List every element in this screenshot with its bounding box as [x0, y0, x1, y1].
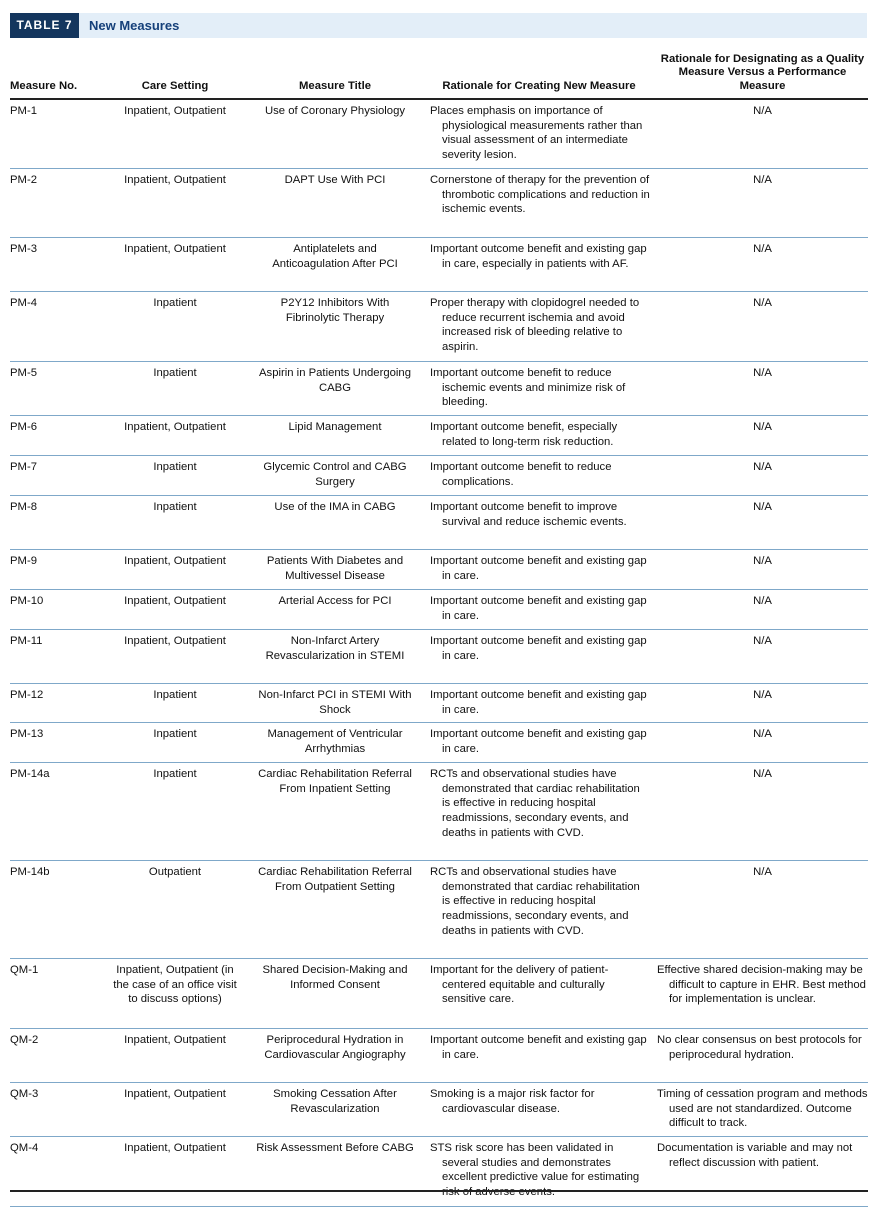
cell-measure-no: PM-11 — [10, 635, 43, 647]
cell-rationale-new — [430, 242, 650, 271]
rationale-new-text: Important outcome benefit and existing gap in care. — [430, 728, 647, 755]
cell-measure-title: Shared Decision-Making and Informed Consent — [262, 964, 408, 991]
designation-text: N/A — [753, 367, 772, 379]
cell-rationale-designating — [657, 1033, 868, 1062]
table-row — [10, 861, 868, 959]
cell-care-setting: Inpatient — [153, 728, 197, 740]
cell-rationale-new — [430, 554, 650, 583]
table-row — [10, 416, 868, 456]
rationale-new-text: Important outcome benefit and existing gap in care. — [430, 689, 647, 716]
designation-text: No clear consensus on best protocols for periprocedural hydration. — [657, 1034, 862, 1061]
table-row — [10, 630, 868, 684]
cell-rationale-designating — [657, 688, 868, 703]
table-row — [10, 100, 868, 169]
cell-measure-title: Cardiac Rehabilitation Referral From Inpatient Setting — [258, 768, 412, 795]
rationale-new-text: Important outcome benefit and existing gap in care, especially in patients with AF. — [430, 243, 647, 270]
cell-rationale-new — [430, 963, 650, 1007]
cell-rationale-designating — [657, 554, 868, 569]
cell-rationale-new — [430, 1033, 650, 1062]
header-rationale-new: Rationale for Creating New Measure — [442, 79, 636, 92]
header-rationale-designating: Rationale for Designating as a Quality Measure Versus a Performance Measure — [660, 53, 865, 92]
cell-measure-no: PM-7 — [10, 461, 37, 473]
table-row — [10, 684, 868, 723]
table-row — [10, 1083, 868, 1137]
cell-care-setting: Inpatient, Outpatient — [124, 1088, 226, 1100]
table-bottom-rule — [10, 1190, 868, 1192]
cell-care-setting: Inpatient, Outpatient — [124, 555, 226, 567]
cell-measure-title: Cardiac Rehabilitation Referral From Outpatient Setting — [258, 866, 412, 893]
table-row — [10, 763, 868, 861]
cell-rationale-designating — [657, 420, 868, 435]
cell-rationale-new — [430, 727, 650, 756]
cell-measure-no: PM-12 — [10, 689, 44, 701]
rationale-new-text: RCTs and observational studies have demonstrated that cardiac rehabilitation is effective in reducing hospital readmissions, secondary events, and deaths in patients with CVD. — [430, 768, 640, 839]
table-header — [10, 48, 868, 100]
cell-measure-title: P2Y12 Inhibitors With Fibrinolytic Therapy — [280, 297, 390, 324]
cell-rationale-new — [430, 634, 650, 663]
header-measure-no: Measure No. — [10, 79, 78, 92]
cell-measure-no: PM-3 — [10, 243, 37, 255]
cell-measure-no: PM-6 — [10, 421, 37, 433]
cell-measure-no: QM-4 — [10, 1142, 39, 1154]
cell-rationale-designating — [657, 500, 868, 515]
cell-rationale-designating — [657, 1141, 868, 1170]
cell-care-setting: Inpatient, Outpatient — [124, 243, 226, 255]
cell-measure-no: QM-3 — [10, 1088, 39, 1100]
designation-text: N/A — [753, 768, 772, 780]
cell-measure-title: Patients With Diabetes and Multivessel Disease — [266, 555, 404, 582]
designation-text: N/A — [753, 243, 772, 255]
cell-care-setting: Inpatient, Outpatient (in the case of an office visit to discuss options) — [113, 964, 237, 1006]
cell-rationale-designating — [657, 767, 868, 782]
rationale-new-text: Important outcome benefit and existing gap in care. — [430, 595, 647, 622]
cell-measure-title: Lipid Management — [288, 421, 382, 433]
cell-measure-no: PM-14b — [10, 866, 50, 878]
cell-measure-no: QM-1 — [10, 964, 39, 976]
cell-measure-title: Use of Coronary Physiology — [264, 105, 406, 117]
rationale-new-text: Important for the delivery of patient-centered equitable and culturally sensitive care. — [430, 964, 609, 1006]
cell-rationale-designating — [657, 865, 868, 880]
table-row — [10, 456, 868, 496]
cell-rationale-designating — [657, 963, 868, 1007]
designation-text: N/A — [753, 555, 772, 567]
designation-text: Effective shared decision-making may be difficult to capture in EHR. Best method for implementation is unclear. — [657, 964, 866, 1006]
table-number-tag: TABLE 7 — [10, 13, 79, 38]
cell-rationale-designating — [657, 1087, 868, 1131]
rationale-new-text: Cornerstone of therapy for the prevention of thrombotic complications and reduction in ischemic events. — [430, 174, 650, 216]
table-title: New Measures — [89, 18, 180, 33]
cell-rationale-new — [430, 366, 650, 410]
table-row — [10, 362, 868, 416]
cell-rationale-new — [430, 420, 650, 449]
designation-text: N/A — [753, 866, 772, 878]
cell-rationale-new — [430, 1087, 650, 1116]
designation-text: N/A — [753, 501, 772, 513]
cell-care-setting: Inpatient, Outpatient — [124, 635, 226, 647]
cell-care-setting: Inpatient — [153, 461, 197, 473]
rationale-new-text: Proper therapy with clopidogrel needed to reduce recurrent ischemia and avoid increased risk of bleeding relative to aspirin. — [430, 297, 640, 354]
designation-text: Timing of cessation program and methods used are not standardized. Outcome difficult to track. — [657, 1088, 868, 1130]
rationale-new-text: Smoking is a major risk factor for cardiovascular disease. — [430, 1088, 595, 1115]
cell-measure-no: PM-13 — [10, 728, 44, 740]
rationale-new-text: Important outcome benefit and existing gap in care. — [430, 555, 647, 582]
cell-care-setting: Inpatient, Outpatient — [124, 421, 226, 433]
header-care-setting: Care Setting — [141, 79, 209, 92]
cell-measure-title: Use of the IMA in CABG — [274, 501, 396, 513]
designation-text: N/A — [753, 174, 772, 186]
cell-rationale-designating — [657, 634, 868, 649]
cell-care-setting: Outpatient — [148, 866, 202, 878]
header-measure-title: Measure Title — [299, 79, 371, 92]
cell-measure-title: Arterial Access for PCI — [278, 595, 392, 607]
cell-care-setting: Inpatient, Outpatient — [124, 595, 226, 607]
cell-measure-no: PM-5 — [10, 367, 37, 379]
cell-care-setting: Inpatient, Outpatient — [124, 105, 226, 117]
cell-rationale-designating — [657, 594, 868, 609]
cell-measure-title: Glycemic Control and CABG Surgery — [263, 461, 407, 488]
table-row — [10, 959, 868, 1029]
cell-measure-title: Non-Infarct PCI in STEMI With Shock — [258, 689, 412, 716]
table-row — [10, 169, 868, 238]
cell-rationale-new — [430, 594, 650, 623]
cell-measure-title: Non-Infarct Artery Revascularization in STEMI — [265, 635, 405, 662]
cell-care-setting: Inpatient, Outpatient — [124, 1142, 226, 1154]
designation-text: N/A — [753, 728, 772, 740]
designation-text: N/A — [753, 635, 772, 647]
cell-rationale-new — [430, 688, 650, 717]
cell-care-setting: Inpatient, Outpatient — [124, 1034, 226, 1046]
rationale-new-text: Important outcome benefit and existing gap in care. — [430, 635, 647, 662]
cell-care-setting: Inpatient — [153, 501, 197, 513]
cell-rationale-new — [430, 865, 650, 939]
rationale-new-text: Places emphasis on importance of physiological measurements rather than visual assessment of an intermediate severity lesion. — [430, 105, 643, 162]
cell-rationale-new — [430, 104, 650, 163]
rationale-new-text: Important outcome benefit to reduce ischemic events and minimize risk of bleeding. — [430, 367, 626, 409]
cell-rationale-new — [430, 173, 650, 217]
rationale-new-text: Important outcome benefit, especially related to long-term risk reduction. — [430, 421, 618, 448]
table-row — [10, 550, 868, 590]
table-row — [10, 496, 868, 550]
designation-text: Documentation is variable and may not reflect discussion with patient. — [657, 1142, 853, 1169]
cell-rationale-new — [430, 296, 650, 355]
cell-measure-no: PM-1 — [10, 105, 37, 117]
cell-rationale-designating — [657, 296, 868, 311]
designation-text: N/A — [753, 689, 772, 701]
cell-rationale-designating — [657, 173, 868, 188]
cell-measure-title: Antiplatelets and Anticoagulation After PCI — [272, 243, 398, 270]
cell-rationale-designating — [657, 366, 868, 381]
cell-measure-title: Risk Assessment Before CABG — [256, 1142, 414, 1154]
cell-measure-title: Aspirin in Patients Undergoing CABG — [259, 367, 411, 394]
designation-text: N/A — [753, 297, 772, 309]
cell-measure-no: PM-4 — [10, 297, 37, 309]
rationale-new-text: STS risk score has been validated in several studies and demonstrates excellent predictive value for estimating risk of adverse events. — [430, 1142, 640, 1199]
table-row — [10, 292, 868, 362]
designation-text: N/A — [753, 105, 772, 117]
cell-care-setting: Inpatient — [153, 367, 197, 379]
cell-measure-title: DAPT Use With PCI — [284, 174, 386, 186]
table-row — [10, 723, 868, 763]
cell-measure-title: Management of Ventricular Arrhythmias — [267, 728, 403, 755]
cell-measure-no: PM-2 — [10, 174, 37, 186]
cell-rationale-designating — [657, 104, 868, 119]
designation-text: N/A — [753, 421, 772, 433]
rationale-new-text: Important outcome benefit and existing gap in care. — [430, 1034, 647, 1061]
cell-rationale-new — [430, 460, 650, 489]
cell-measure-title: Smoking Cessation After Revascularization — [273, 1088, 397, 1115]
cell-measure-no: PM-10 — [10, 595, 44, 607]
designation-text: N/A — [753, 595, 772, 607]
cell-rationale-new — [430, 767, 650, 841]
designation-text: N/A — [753, 461, 772, 473]
cell-rationale-designating — [657, 460, 868, 475]
cell-care-setting: Inpatient — [153, 689, 197, 701]
table-row — [10, 590, 868, 630]
table-row — [10, 238, 868, 292]
rationale-new-text: RCTs and observational studies have demonstrated that cardiac rehabilitation is effective in reducing hospital readmissions, secondary events, and deaths in patients with CVD. — [430, 866, 640, 937]
cell-care-setting: Inpatient, Outpatient — [124, 174, 226, 186]
cell-care-setting: Inpatient — [153, 768, 197, 780]
cell-measure-no: PM-14a — [10, 768, 50, 780]
cell-measure-title: Periprocedural Hydration in Cardiovascular Angiography — [264, 1034, 406, 1061]
table-banner — [10, 13, 867, 38]
cell-rationale-new — [430, 500, 650, 529]
table-row — [10, 1029, 868, 1083]
cell-rationale-designating — [657, 727, 868, 742]
cell-rationale-designating — [657, 242, 868, 257]
table-body — [10, 100, 868, 1207]
cell-measure-no: PM-9 — [10, 555, 37, 567]
cell-measure-no: PM-8 — [10, 501, 37, 513]
table-row — [10, 1137, 868, 1207]
cell-measure-no: QM-2 — [10, 1034, 39, 1046]
rationale-new-text: Important outcome benefit to reduce complications. — [430, 461, 612, 488]
cell-care-setting: Inpatient — [153, 297, 197, 309]
rationale-new-text: Important outcome benefit to improve survival and reduce ischemic events. — [430, 501, 627, 528]
